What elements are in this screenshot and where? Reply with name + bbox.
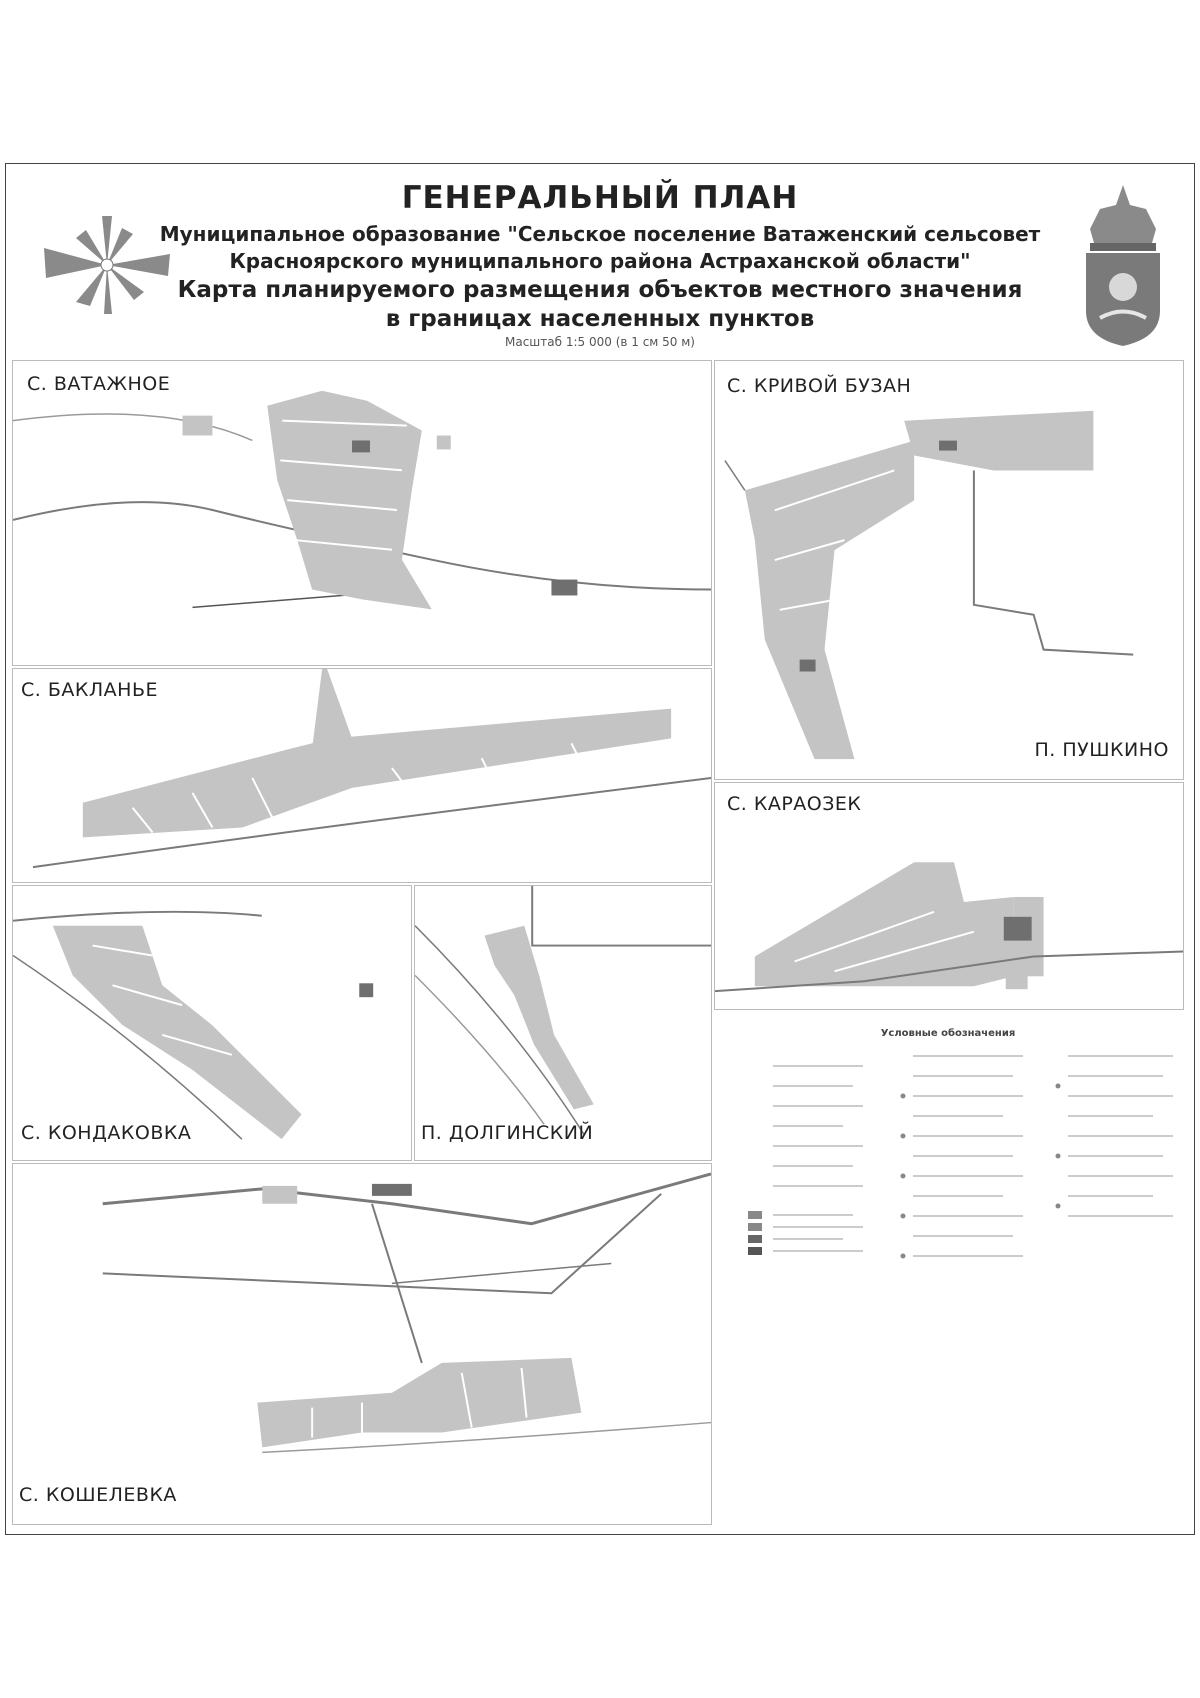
map-kondakovka <box>13 886 411 1160</box>
settlement-label-vatazhnoe: С. ВАТАЖНОЕ <box>27 373 171 395</box>
settlement-label-karaozek: С. КАРАОЗЕК <box>727 793 862 815</box>
settlement-label-pushkino: П. ПУШКИНО <box>1034 739 1169 761</box>
map-legend <box>713 1028 1183 1278</box>
municipality-line-2: Красноярского муниципального района Астраханской области" <box>229 249 971 273</box>
legend-symbols <box>713 1046 1183 1278</box>
panel-dolginsky <box>414 885 712 1161</box>
panel-koshelevka <box>12 1163 712 1525</box>
settlement-label-krivoy-buzan: С. КРИВОЙ БУЗАН <box>727 375 912 397</box>
map-karaozek <box>715 783 1183 1009</box>
map-krivoy-buzan <box>715 361 1183 779</box>
panel-vatazhnoe <box>12 360 712 666</box>
map-dolginsky <box>415 886 711 1160</box>
legend-title: Условные обозначения <box>880 1028 1016 1039</box>
panel-baklanie <box>12 668 712 883</box>
panel-karaozek <box>714 782 1184 1010</box>
settlement-label-baklanie: С. БАКЛАНЬЕ <box>21 679 158 701</box>
map-title-line-2: в границах населенных пунктов <box>385 306 815 332</box>
page-title: ГЕНЕРАЛЬНЫЙ ПЛАН <box>401 180 799 216</box>
map-koshelevka <box>13 1164 711 1524</box>
panel-krivoy-buzan <box>714 360 1184 780</box>
coat-of-arms-icon <box>1080 183 1166 348</box>
scale-note: Масштаб 1:5 000 (в 1 см 50 м) <box>505 335 695 349</box>
panel-kondakovka <box>12 885 412 1161</box>
municipality-line-1: Муниципальное образование "Сельское поселение Ватаженский сельсовет <box>159 222 1041 246</box>
settlement-label-dolginsky: П. ДОЛГИНСКИЙ <box>421 1122 594 1144</box>
settlement-label-kondakovka: С. КОНДАКОВКА <box>21 1122 192 1144</box>
settlement-label-koshelevka: С. КОШЕЛЕВКА <box>19 1484 177 1506</box>
map-vatazhnoe <box>13 361 711 665</box>
map-title-line-1: Карта планируемого размещения объектов местного значения <box>177 277 1023 303</box>
